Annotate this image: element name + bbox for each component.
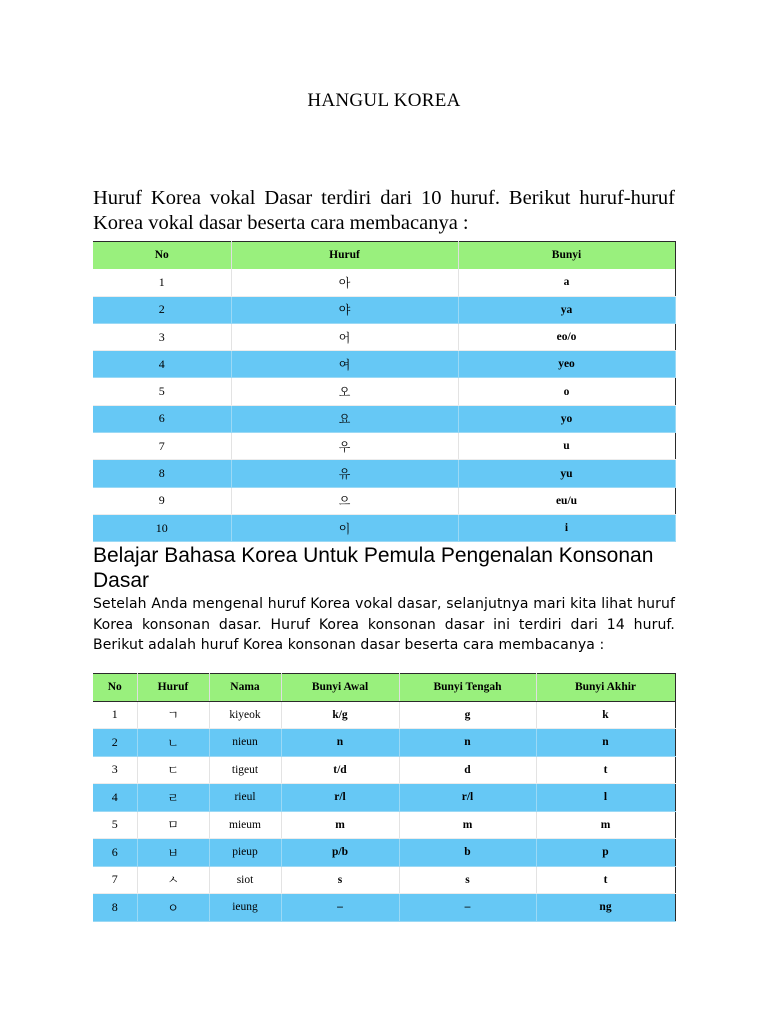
vowel-no: 9: [93, 487, 231, 514]
consonant-bunyi-akhir: l: [536, 784, 675, 812]
consonant-bunyi-awal: –: [281, 894, 399, 922]
consonant-row: [93, 811, 675, 839]
vowel-no: 8: [93, 460, 231, 487]
vowel-bunyi: yu: [458, 460, 675, 487]
consonant-bunyi-tengah: m: [399, 811, 536, 839]
consonant-table: [93, 673, 676, 922]
consonant-nama: rieul: [209, 784, 281, 812]
vowel-row: [93, 296, 675, 323]
vowel-bunyi: o: [458, 378, 675, 405]
page-title: HANGUL KOREA: [307, 90, 461, 111]
vowel-bunyi: yeo: [458, 351, 675, 378]
consonant-bunyi-awal: r/l: [281, 784, 399, 812]
consonant-no: 2: [93, 729, 137, 757]
vowel-no: 3: [93, 323, 231, 350]
vowel-row: [93, 460, 675, 487]
consonant-nama: tigeut: [209, 756, 281, 784]
consonant-intro-paragraph: Setelah Anda mengenal huruf Korea vokal dasar, selanjutnya mari kita lihat huruf Korea konsonan dasar. Huruf Korea konsonan dasar ini terdiri dari 14 huruf. Berikut adalah huruf Korea konsonan dasar beserta cara membacanya :: [93, 596, 675, 653]
consonant-bunyi-akhir: k: [536, 701, 675, 729]
vowel-header-no: No: [93, 242, 231, 269]
vowel-no: 2: [93, 296, 231, 323]
consonant-no: 7: [93, 866, 137, 894]
vowel-no: 4: [93, 351, 231, 378]
vowel-no: 10: [93, 514, 231, 541]
vowel-table: [93, 241, 676, 542]
vowel-bunyi: u: [458, 433, 675, 460]
vowel-no: 7: [93, 433, 231, 460]
vowel-row: [93, 405, 675, 432]
consonant-no: 8: [93, 894, 137, 922]
consonant-bunyi-awal: t/d: [281, 756, 399, 784]
consonant-nama: kiyeok: [209, 701, 281, 729]
consonant-no: 1: [93, 701, 137, 729]
vowel-row: [93, 514, 675, 541]
consonant-bunyi-akhir: m: [536, 811, 675, 839]
consonant-huruf: ㄴ: [137, 729, 209, 757]
consonant-row: [93, 839, 675, 867]
vowel-huruf: 야: [231, 296, 458, 323]
vowel-huruf: 요: [231, 405, 458, 432]
consonant-huruf: ㅂ: [137, 839, 209, 867]
consonant-row: [93, 866, 675, 894]
vowel-huruf: 으: [231, 487, 458, 514]
vowel-no: 5: [93, 378, 231, 405]
vowel-bunyi: ya: [458, 296, 675, 323]
vowel-table-header-row: [93, 242, 675, 269]
vowel-huruf: 여: [231, 351, 458, 378]
consonant-bunyi-akhir: t: [536, 866, 675, 894]
consonant-nama: nieun: [209, 729, 281, 757]
consonant-row: [93, 784, 675, 812]
vowel-bunyi: i: [458, 514, 675, 541]
consonant-bunyi-akhir: p: [536, 839, 675, 867]
vowel-no: 1: [93, 269, 231, 296]
vowel-huruf: 오: [231, 378, 458, 405]
consonant-bunyi-tengah: b: [399, 839, 536, 867]
vowel-header-bunyi: Bunyi: [458, 242, 675, 269]
consonant-no: 5: [93, 811, 137, 839]
consonant-huruf: ㄷ: [137, 756, 209, 784]
consonant-header-bunyi-tengah: Bunyi Tengah: [399, 674, 536, 702]
consonant-huruf: ㅅ: [137, 866, 209, 894]
consonant-row: [93, 756, 675, 784]
vowel-huruf: 우: [231, 433, 458, 460]
vowel-bunyi: eu/u: [458, 487, 675, 514]
consonant-bunyi-awal: s: [281, 866, 399, 894]
vowel-header-huruf: Huruf: [231, 242, 458, 269]
vowel-row: [93, 323, 675, 350]
consonant-header-bunyi-awal: Bunyi Awal: [281, 674, 399, 702]
consonant-table-header-row: [93, 674, 675, 702]
consonant-bunyi-awal: m: [281, 811, 399, 839]
consonant-nama: mieum: [209, 811, 281, 839]
consonant-huruf: ㄹ: [137, 784, 209, 812]
consonant-bunyi-akhir: ng: [536, 894, 675, 922]
consonant-row: [93, 894, 675, 922]
consonant-bunyi-tengah: –: [399, 894, 536, 922]
consonant-header-no: No: [93, 674, 137, 702]
vowel-intro-text: Huruf Korea vokal Dasar terdiri dari 10 huruf. Berikut huruf-huruf Korea vokal dasar beserta cara membacanya :: [93, 187, 675, 234]
vowel-row: [93, 378, 675, 405]
vowel-huruf: 아: [231, 269, 458, 296]
consonant-header-huruf: Huruf: [137, 674, 209, 702]
vowel-row: [93, 269, 675, 296]
vowel-huruf: 유: [231, 460, 458, 487]
vowel-huruf: 이: [231, 514, 458, 541]
consonant-bunyi-tengah: r/l: [399, 784, 536, 812]
vowel-row: [93, 351, 675, 378]
consonant-nama: siot: [209, 866, 281, 894]
consonant-section-heading: Belajar Bahasa Korea Untuk Pemula Pengenalan Konsonan Dasar: [93, 544, 654, 592]
consonant-row: [93, 729, 675, 757]
consonant-bunyi-akhir: n: [536, 729, 675, 757]
consonant-bunyi-awal: n: [281, 729, 399, 757]
consonant-bunyi-tengah: g: [399, 701, 536, 729]
consonant-no: 3: [93, 756, 137, 784]
consonant-bunyi-akhir: t: [536, 756, 675, 784]
vowel-row: [93, 487, 675, 514]
consonant-no: 6: [93, 839, 137, 867]
vowel-bunyi: eo/o: [458, 323, 675, 350]
vowel-row: [93, 433, 675, 460]
consonant-huruf: ㅇ: [137, 894, 209, 922]
consonant-bunyi-awal: p/b: [281, 839, 399, 867]
consonant-row: [93, 701, 675, 729]
vowel-huruf: 어: [231, 323, 458, 350]
consonant-huruf: ㅁ: [137, 811, 209, 839]
vowel-bunyi: a: [458, 269, 675, 296]
consonant-bunyi-awal: k/g: [281, 701, 399, 729]
consonant-no: 4: [93, 784, 137, 812]
consonant-nama: pieup: [209, 839, 281, 867]
consonant-bunyi-tengah: s: [399, 866, 536, 894]
consonant-nama: ieung: [209, 894, 281, 922]
consonant-header-bunyi-akhir: Bunyi Akhir: [536, 674, 675, 702]
vowel-no: 6: [93, 405, 231, 432]
vowel-bunyi: yo: [458, 405, 675, 432]
consonant-bunyi-tengah: d: [399, 756, 536, 784]
consonant-header-nama: Nama: [209, 674, 281, 702]
consonant-huruf: ㄱ: [137, 701, 209, 729]
consonant-bunyi-tengah: n: [399, 729, 536, 757]
